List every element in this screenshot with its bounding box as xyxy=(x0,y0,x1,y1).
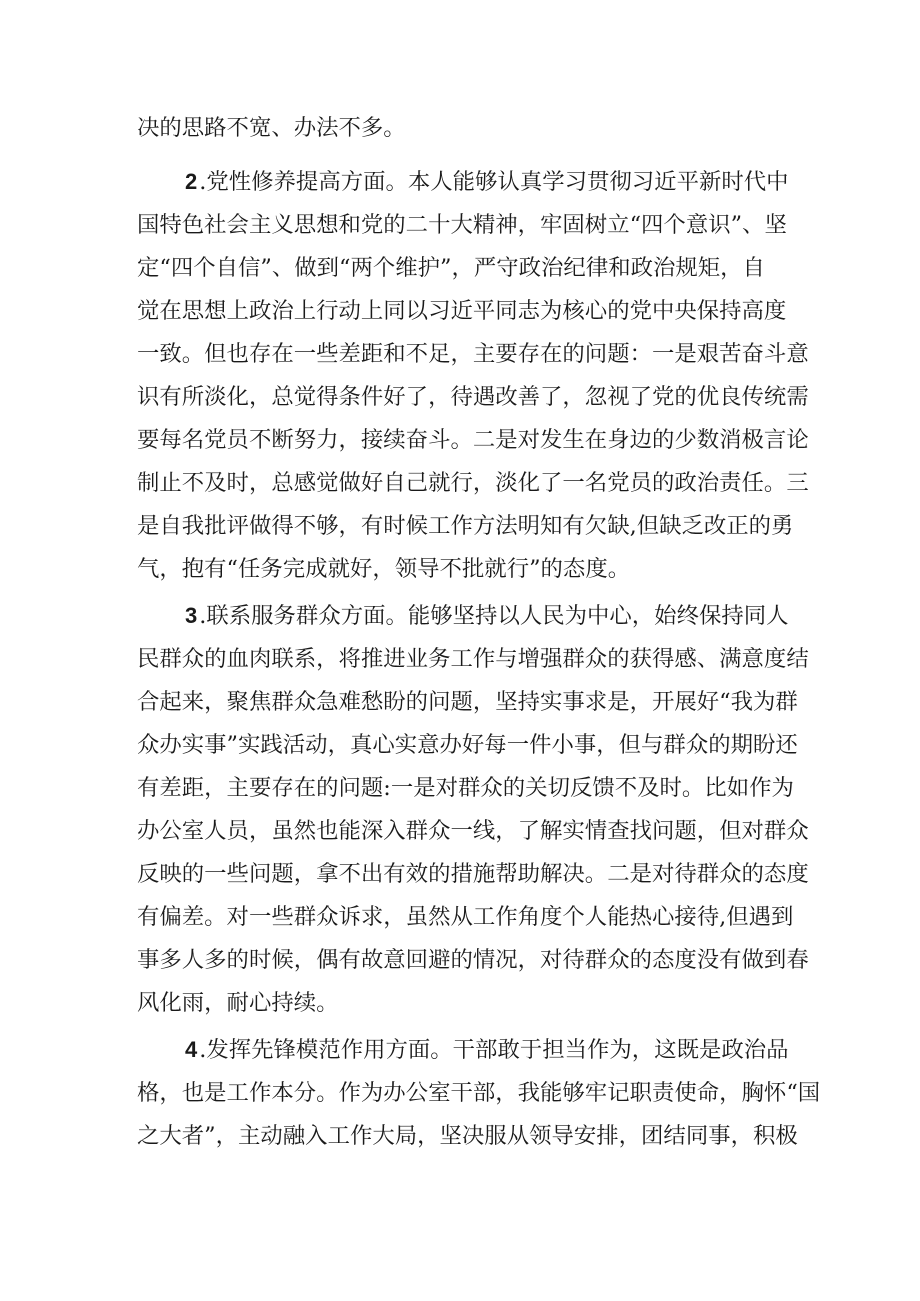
text-line: 事多人多的时候，偶有故意回避的情况，对待群众的态度没有做到春 xyxy=(137,947,809,973)
text-line: 有偏差。对一些群众诉求，虽然从工作角度个人能热心接待,但遇到 xyxy=(137,904,794,930)
text-line: .联系服务群众方面。能够坚持以人民为中心，始终保持同人 xyxy=(199,603,789,629)
paragraph-3-first-line xyxy=(185,605,789,627)
text-line: 反映的一些问题，拿不出有效的措施帮助解决。二是对待群众的态度 xyxy=(137,861,809,887)
text-line: .发挥先锋模范作用方面。干部敢于担当作为，这既是政治品 xyxy=(199,1037,789,1063)
text-line: 定“四个自信”、做到“两个维护”，严守政治纪律和政治规矩，自 xyxy=(137,255,765,281)
text-line: 民群众的血肉联系，将推进业务工作与增强群众的获得感、满意度结 xyxy=(137,646,809,672)
text-line: 觉在思想上政治上行动上同以习近平同志为核心的党中央保持高度 xyxy=(137,298,787,324)
text-line: 识有所淡化，总觉得条件好了，待遇改善了，忽视了党的优良传统需 xyxy=(137,384,809,410)
text-line: 众办实事”实践活动，真心实意办好每一件小事，但与群众的期盼还 xyxy=(137,732,798,758)
text-line: 风化雨，耐心持续。 xyxy=(137,990,339,1016)
text-line: 制止不及时，总感觉做好自己就行，淡化了一名党员的政治责任。三 xyxy=(137,470,809,496)
item-number: 4 xyxy=(185,1037,198,1062)
text-line: 办公室人员，虽然也能深入群众一线，了解实情查找问题，但对群众 xyxy=(137,818,809,844)
item-number: 3 xyxy=(185,603,198,628)
text-line: 要每名党员不断努力，接续奋斗。二是对发生在身边的少数消极言论 xyxy=(137,427,809,453)
text-line: 一致。但也存在一些差距和不足，主要存在的问题：一是艰苦奋斗意 xyxy=(137,341,809,367)
paragraph-2-first-line xyxy=(185,171,789,193)
paragraph-4-first-line xyxy=(185,1039,789,1061)
text-line: 气，抱有“任务完成就好，领导不批就行”的态度。 xyxy=(137,556,631,582)
text-line: 合起来，聚焦群众急难愁盼的问题，坚持实事求是，开展好“我为群 xyxy=(137,689,798,715)
text-line: 有差距，主要存在的问题:一是对群众的关切反馈不及时。比如作为 xyxy=(137,775,794,801)
text-line: 格，也是工作本分。作为办公室干部，我能够牢记职责使命，胸怀“国 xyxy=(137,1080,821,1106)
text-line: 决的思路不宽、办法不多。 xyxy=(137,115,406,141)
text-line: 国特色社会主义思想和党的二十大精神，牢固树立“四个意识”、坚 xyxy=(137,212,787,238)
item-number: 2 xyxy=(185,169,198,194)
text-line: .党性修养提高方面。本人能够认真学习贯彻习近平新时代中 xyxy=(199,169,789,195)
text-line: 之大者”，主动融入工作大局，坚决服从领导安排，团结同事，积极 xyxy=(137,1123,798,1149)
text-line: 是自我批评做得不够，有时候工作方法明知有欠缺,但缺乏改正的勇 xyxy=(137,513,794,539)
